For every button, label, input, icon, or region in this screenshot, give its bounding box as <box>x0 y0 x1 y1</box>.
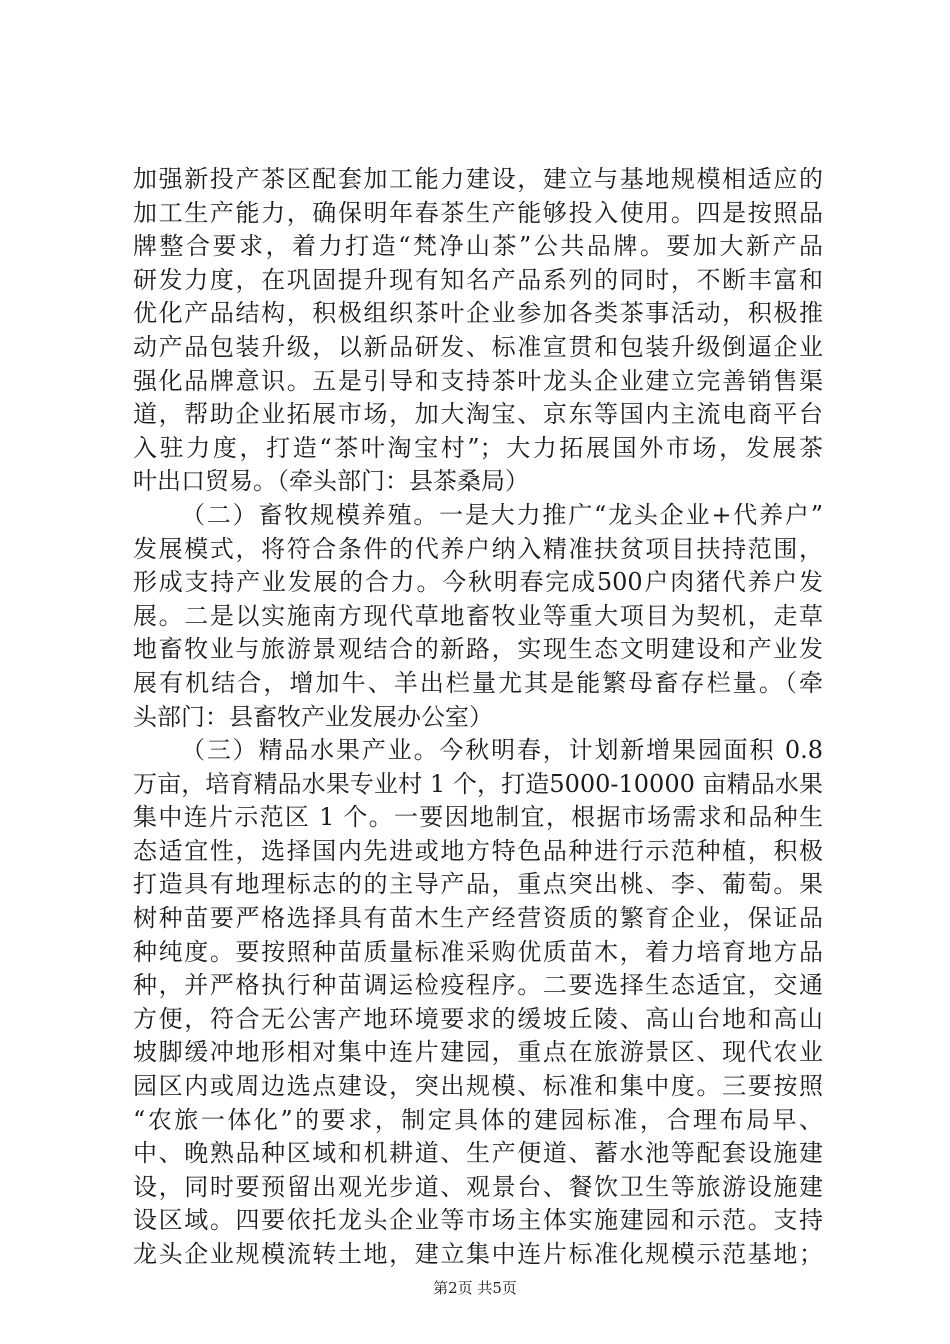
text-line: 打造具有地理标志的的主导产品，重点突出桃、李、葡萄。果 <box>133 870 823 899</box>
text-line: 龙头企业规模流转土地，建立集中连片标准化规模示范基地； <box>133 1240 823 1268</box>
text-line: 树种苗要严格选择具有苗木生产经营资质的繁育企业，保证品 <box>133 904 823 933</box>
text-line: 集中连片示范区 1 个。一要因地制宜，根据市场需求和品种生 <box>133 803 823 832</box>
text-line: 加强新投产茶区配套加工能力建设，建立与基地规模相适应的 <box>133 165 823 193</box>
section-heading-line: （三）精品水果产业。今秋明春，计划新增果园面积 0.8 <box>181 736 823 765</box>
text-line: 强化品牌意识。五是引导和支持茶叶龙头企业建立完善销售渠 <box>133 366 823 395</box>
text-line: 叶出口贸易。（牵头部门：县茶桑局） <box>133 467 529 496</box>
text-line: 发展模式，将符合条件的代养户纳入精准扶贫项目扶持范围， <box>133 534 823 563</box>
text-line: 种，并严格执行种苗调运检疫程序。二要选择生态适宜，交通 <box>133 971 823 1000</box>
text-line: 展。二是以实施南方现代草地畜牧业等重大项目为契机，走草 <box>133 601 823 630</box>
text-line: “农旅一体化”的要求，制定具体的建园标准，合理布局早、 <box>133 1105 823 1134</box>
text-line: 地畜牧业与旅游景观结合的新路，实现生态文明建设和产业发 <box>133 635 823 664</box>
text-line: 态适宜性，选择国内先进或地方特色品种进行示范种植，积极 <box>133 836 823 865</box>
text-line: 入驻力度，打造“茶叶淘宝村”；大力拓展国外市场，发展茶 <box>133 433 823 462</box>
text-line: 道，帮助企业拓展市场，加大淘宝、京东等国内主流电商平台 <box>133 400 823 429</box>
text-line: 设，同时要预留出观光步道、观景台、餐饮卫生等旅游设施建 <box>133 1172 823 1201</box>
text-line: 种纯度。要按照种苗质量标准采购优质苗木，着力培育地方品 <box>133 937 823 966</box>
text-line: 头部门：县畜牧产业发展办公室） <box>133 702 493 731</box>
text-line: 中、晚熟品种区域和机耕道、生产便道、蓄水池等配套设施建 <box>133 1139 823 1168</box>
section-heading-line: （二）畜牧规模养殖。一是大力推广“龙头企业+代养户” <box>181 500 823 529</box>
text-line: 万亩，培育精品水果专业村 1 个，打造5000-10000 亩精品水果 <box>133 769 823 798</box>
page-number-label: 第2页 共5页 <box>433 1279 517 1297</box>
text-line: 优化产品结构，积极组织茶叶企业参加各类茶事活动，积极推 <box>133 299 823 328</box>
text-line: 方便，符合无公害产地环境要求的缓坡丘陵、高山台地和高山 <box>133 1004 823 1033</box>
text-line: 设区域。四要依托龙头企业等市场主体实施建园和示范。支持 <box>133 1206 823 1235</box>
text-line: 牌整合要求，着力打造“梵净山茶”公共品牌。要加大新产品 <box>133 232 823 261</box>
text-line: 展有机结合，增加牛、羊出栏量尤其是能繁母畜存栏量。（牵 <box>133 668 823 697</box>
text-line: 加工生产能力，确保明年春茶生产能够投入使用。四是按照品 <box>133 198 823 227</box>
text-line: 园区内或周边选点建设，突出规模、标准和集中度。三要按照 <box>133 1072 823 1101</box>
document-body <box>133 163 823 1272</box>
text-line: 坡脚缓冲地形相对集中连片建园，重点在旅游景区、现代农业 <box>133 1038 823 1067</box>
text-line: 动产品包装升级，以新品研发、标准宣贯和包装升级倒逼企业 <box>133 332 823 361</box>
text-line: 形成支持产业发展的合力。今秋明春完成500户肉猪代养户发 <box>133 568 823 597</box>
page-footer <box>0 1278 950 1298</box>
text-line: 研发力度，在巩固提升现有知名产品系列的同时，不断丰富和 <box>133 265 823 294</box>
